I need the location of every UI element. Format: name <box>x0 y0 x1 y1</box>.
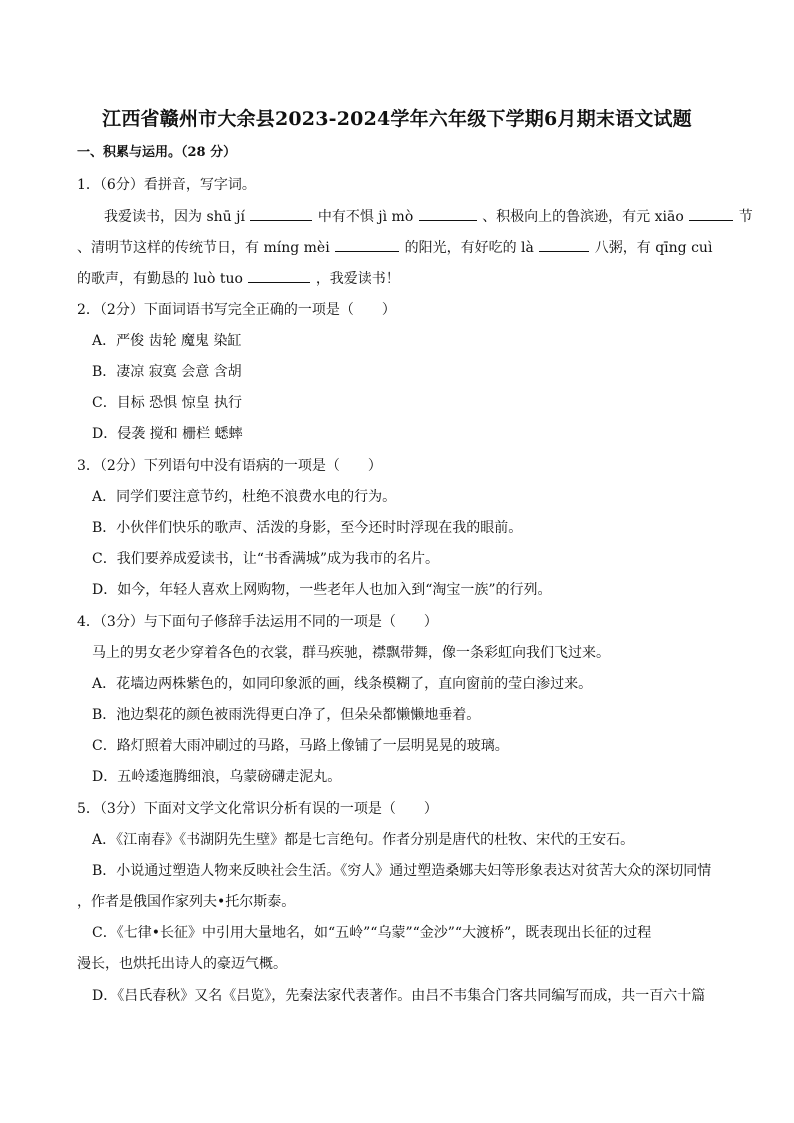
q5-stem: 5．（3分）下面对文学文化常识分析有误的一项是（ ） <box>77 801 438 817</box>
q4-sentence: 马上的男女老少穿着各色的衣裳，群马疾驰，襟飘带舞，像一条彩虹向我们飞过来。 <box>92 645 610 661</box>
q1-text: 节 <box>738 209 753 225</box>
q4-option-c[interactable]: C．路灯照着大雨冲刷过的马路，马路上像铺了一层明晃晃的玻璃。 <box>92 738 509 754</box>
q3-option-c[interactable]: C．我们要养成爱读书，让“书香满城”成为我市的名片。 <box>92 551 440 567</box>
q4-option-b[interactable]: B．池边梨花的颜色被雨洗得更白净了，但朵朵都懒懒地垂着。 <box>92 707 481 723</box>
q1-text: ，我爱读书！ <box>315 271 400 287</box>
q4-stem: 4．（3分）与下面句子修辞手法运用不同的一项是（ ） <box>77 614 438 630</box>
answer-blank[interactable] <box>539 237 589 252</box>
q1-line-3 <box>77 268 400 289</box>
q5-option-c-cont: 漫长，也烘托出诗人的豪迈气概。 <box>77 956 287 972</box>
q5-option-c[interactable]: C．《七律•长征》中引用大量地名，如“五岭”“乌蒙”“金沙”“大渡桥”，既表现出长征的过程 <box>92 925 652 941</box>
q3-option-a[interactable]: A．同学们要注意节约，杜绝不浪费水电的行为。 <box>92 489 397 505</box>
q3-stem: 3．（2分）下列语句中没有语病的一项是（ ） <box>77 458 382 474</box>
q2-option-a[interactable]: A．严俊 齿轮 魔鬼 染缸 <box>92 333 242 349</box>
q3-option-b[interactable]: B．小伙伴们快乐的歌声、活泼的身影，至今还时时浮现在我的眼前。 <box>92 520 523 536</box>
q5-option-d[interactable]: D．《吕氏春秋》又名《吕览》，先秦法家代表著作。由吕不韦集合门客共同编写而成，共一百六十篇 <box>92 988 706 1004</box>
q1-text: 中有不惧 jì mò <box>317 209 414 225</box>
q2-option-b[interactable]: B．凄凉 寂寞 会意 含胡 <box>92 364 242 380</box>
answer-blank[interactable] <box>419 206 477 221</box>
q1-line-2 <box>77 237 712 258</box>
section-heading: 一、积累与运用。（28 分） <box>77 145 237 160</box>
q2-stem: 2．（2分）下面词语书写完全正确的一项是（ ） <box>77 302 396 318</box>
q2-option-c[interactable]: C．目标 恐惧 惊皇 执行 <box>92 395 243 411</box>
answer-blank[interactable] <box>248 268 310 283</box>
q1-text: 的歌声，有勤恳的 luò tuo <box>77 271 243 287</box>
q1-line-1 <box>104 206 753 227</box>
page-title: 江西省赣州市大余县2023-2024学年六年级下学期6月期末语文试题 <box>102 108 692 130</box>
q1-text: 的阳光，有好吃的 là <box>404 240 534 256</box>
q1-stem: 1．（6分）看拼音，写字词。 <box>77 177 256 193</box>
answer-blank[interactable] <box>689 206 733 221</box>
q5-option-a[interactable]: A．《江南春》《书湖阴先生壁》都是七言绝句。作者分别是唐代的杜牧、宋代的王安石。 <box>92 832 635 848</box>
q4-option-a[interactable]: A．花墙边两株紫色的，如同印象派的画，线条模糊了，直向窗前的莹白渗过来。 <box>92 676 593 692</box>
q5-option-b-cont: ，作者是俄国作家列夫•托尔斯泰。 <box>77 894 296 910</box>
q1-text: 、积极向上的鲁滨逊，有元 xiāo <box>482 209 684 225</box>
q5-option-b[interactable]: B．小说通过塑造人物来反映社会生活。《穷人》通过塑造桑娜夫妇等形象表达对贫苦大众的深切同情 <box>92 863 712 879</box>
q1-text: 八粥，有 qīng cuì <box>594 240 713 256</box>
q2-option-d[interactable]: D．侵袭 搅和 栅栏 蟋蟀 <box>92 426 243 442</box>
q3-option-d[interactable]: D．如今，年轻人喜欢上网购物，一些老年人也加入到“淘宝一族”的行列。 <box>92 582 552 598</box>
q1-text: 、清明节这样的传统节日，有 míng mèi <box>77 240 330 256</box>
q1-text: 我爱读书，因为 shū jí <box>104 209 245 225</box>
answer-blank[interactable] <box>250 206 312 221</box>
answer-blank[interactable] <box>335 237 399 252</box>
q4-option-d[interactable]: D．五岭逶迤腾细浪，乌蒙磅礴走泥丸。 <box>92 769 342 785</box>
